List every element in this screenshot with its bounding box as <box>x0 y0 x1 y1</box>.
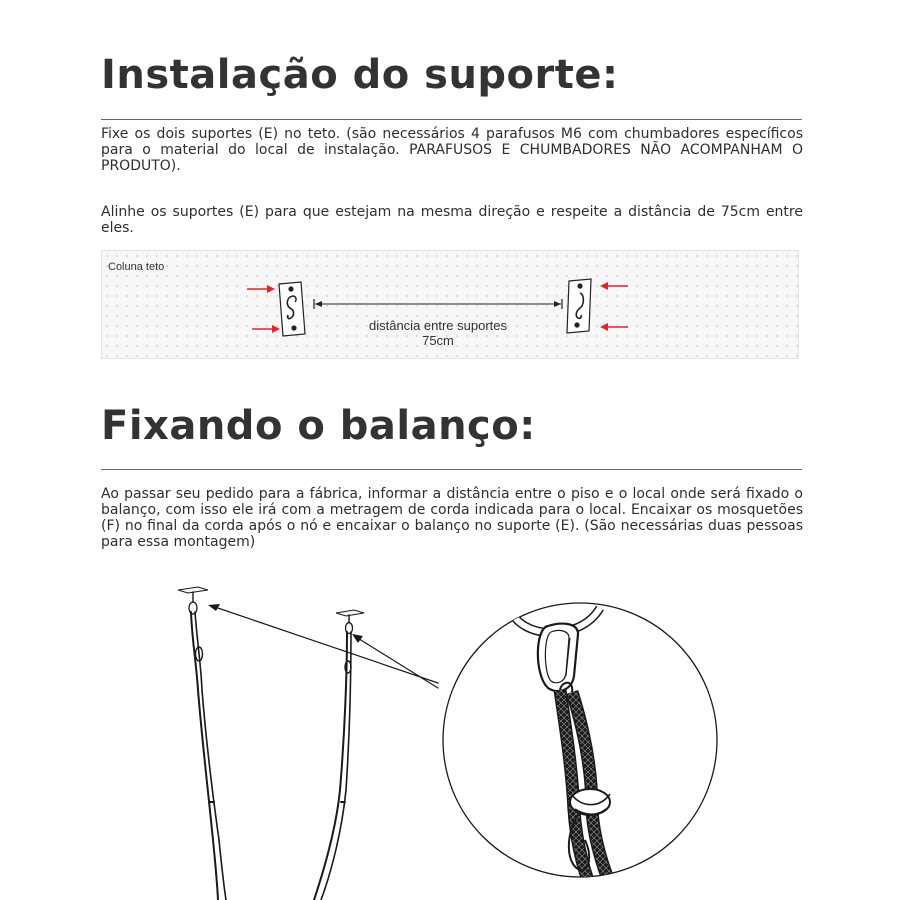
section-title-swing: Fixando o balanço: <box>101 403 536 449</box>
dimension-value-text: 75cm <box>422 333 454 348</box>
installation-paragraph-2: Alinhe os suportes (E) para que estejam na mesma direção e respeite a distância de 75cm entre eles. <box>101 204 803 236</box>
installation-paragraph-1: Fixe os dois suportes (E) no teto. (são necessários 4 parafusos M6 com chumbadores específicos para o material do local de instalação. PARAFUSOS E CHUMBADORES NÃO ACOMPANHAM O PRODUTO). <box>101 126 803 174</box>
section-divider <box>101 469 802 470</box>
section-title-installation: Instalação do suporte: <box>101 52 619 98</box>
section-divider <box>101 119 802 120</box>
bracket-right-icon <box>564 278 596 334</box>
red-arrow-icon <box>599 322 629 332</box>
ceiling-mount-right-icon <box>336 610 364 634</box>
swing-paragraph-1: Ao passar seu pedido para a fábrica, informar a distância entre o piso e o local onde será fixado o balanço, com isso ele irá com a metragem de corda indicada para o local. Encaixar os mosquetões (F) no final da corda após o nó e encaixar o balanço no suporte (E). (São necessárias duas pessoas para essa montagem) <box>101 486 803 550</box>
dimension-line <box>312 298 564 310</box>
swing-illustration <box>0 580 900 900</box>
ceiling-label: Coluna teto <box>108 261 165 273</box>
dimension-label-text: distância entre suportes <box>368 318 508 333</box>
dimension-label <box>338 318 538 348</box>
red-arrow-icon <box>599 281 629 291</box>
pointer-arrowhead-icon <box>352 634 363 643</box>
ceiling-mount-left-icon <box>178 587 208 614</box>
magnified-detail-circle <box>443 603 717 900</box>
bracket-spacing-diagram <box>101 250 799 359</box>
red-arrow-icon <box>251 324 281 334</box>
red-arrow-icon <box>246 284 276 294</box>
